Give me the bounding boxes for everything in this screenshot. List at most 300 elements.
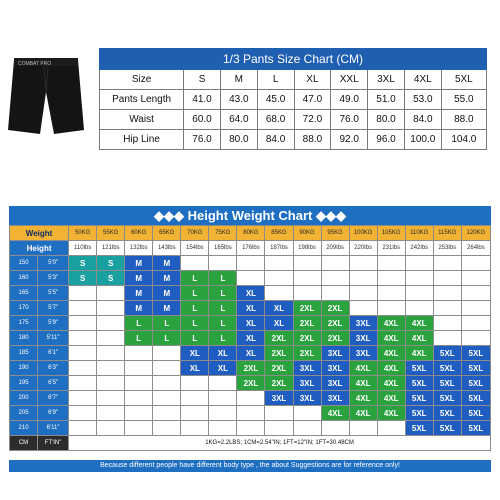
weight-kg-header: 90KG [293, 226, 321, 241]
size-cell [97, 376, 125, 391]
size-cell [377, 286, 405, 301]
size-cell: L [153, 316, 181, 331]
size-cell [461, 316, 490, 331]
table-cell: 45.0 [257, 90, 294, 110]
height-weight-grid [9, 225, 491, 451]
height-weight-chart-title: ◆◆◆ Height Weight Chart ◆◆◆ [9, 206, 491, 225]
height-ft: 6'9" [38, 406, 69, 421]
size-cell: 4XL [321, 406, 349, 421]
size-cell: 3XL [321, 391, 349, 406]
size-cell: XL [237, 316, 265, 331]
weight-lbs-header: 132lbs [125, 241, 153, 256]
size-cell [293, 286, 321, 301]
size-cell [293, 256, 321, 271]
size-cell: L [209, 331, 237, 346]
table-cell: 96.0 [368, 130, 405, 150]
size-cell: XL [237, 301, 265, 316]
height-weight-chart [9, 206, 491, 473]
weight-lbs-header: 154lbs [181, 241, 209, 256]
size-cell [377, 421, 405, 436]
height-cm: 170 [10, 301, 38, 316]
weight-lbs-header: 231lbs [377, 241, 405, 256]
size-header: 3XL [368, 70, 405, 90]
row-label: Waist [100, 110, 184, 130]
size-cell [97, 421, 125, 436]
size-cell: 3XL [293, 361, 321, 376]
height-row [10, 376, 491, 391]
size-cell [125, 346, 153, 361]
pants-length-row [100, 90, 487, 110]
size-cell: 2XL [237, 376, 265, 391]
size-cell: 4XL [349, 391, 377, 406]
height-row [10, 271, 491, 286]
size-cell [265, 286, 293, 301]
size-header: S [184, 70, 221, 90]
size-cell: 4XL [377, 406, 405, 421]
size-cell: S [97, 271, 125, 286]
size-cell [97, 301, 125, 316]
size-cell: M [125, 286, 153, 301]
size-cell: XL [237, 286, 265, 301]
size-cell [181, 391, 209, 406]
conversion-row [10, 436, 491, 451]
size-cell [433, 331, 461, 346]
size-cell: 2XL [265, 346, 293, 361]
size-cell [461, 256, 490, 271]
table-cell: 55.0 [441, 90, 486, 110]
size-cell [321, 271, 349, 286]
size-cell: 5XL [433, 421, 461, 436]
size-cell [209, 391, 237, 406]
size-cell: 3XL [321, 376, 349, 391]
size-cell: L [125, 331, 153, 346]
size-cell [181, 256, 209, 271]
weight-lbs-header: 209lbs [321, 241, 349, 256]
size-cell [433, 301, 461, 316]
table-cell: 80.0 [368, 110, 405, 130]
weight-lbs-header: 187lbs [265, 241, 293, 256]
size-cell [69, 421, 97, 436]
height-ft: 5'0" [38, 256, 69, 271]
table-cell: 100.0 [404, 130, 441, 150]
size-cell [97, 346, 125, 361]
size-cell: 5XL [461, 421, 490, 436]
size-cell: L [181, 331, 209, 346]
table-cell: 88.0 [294, 130, 331, 150]
size-cell [405, 256, 433, 271]
size-cell [209, 406, 237, 421]
size-cell [97, 331, 125, 346]
weight-kg-header: 60KG [125, 226, 153, 241]
size-cell [69, 331, 97, 346]
size-cell [153, 421, 181, 436]
hip-line-row [100, 130, 487, 150]
height-cm: 190 [10, 361, 38, 376]
weight-kg-header: 120KG [461, 226, 490, 241]
table-cell: 53.0 [404, 90, 441, 110]
size-cell: 4XL [349, 376, 377, 391]
size-cell: 4XL [405, 331, 433, 346]
size-cell: 2XL [265, 331, 293, 346]
size-cell: 4XL [405, 346, 433, 361]
size-cell: 3XL [349, 331, 377, 346]
footer-ft-label: FT'IN" [38, 436, 69, 451]
size-cell [349, 286, 377, 301]
size-cell: 2XL [293, 331, 321, 346]
weight-kg-header: 55KG [97, 226, 125, 241]
size-cell [265, 271, 293, 286]
size-cell [69, 346, 97, 361]
size-header: 5XL [441, 70, 486, 90]
size-cell: XL [181, 346, 209, 361]
size-cell: 5XL [461, 346, 490, 361]
height-ft: 5'9" [38, 316, 69, 331]
weight-kg-header: 100KG [349, 226, 377, 241]
size-cell [237, 391, 265, 406]
weight-kg-header: 110KG [405, 226, 433, 241]
size-cell [153, 391, 181, 406]
size-cell [433, 256, 461, 271]
table-cell: 84.0 [404, 110, 441, 130]
size-cell [461, 271, 490, 286]
size-header: 4XL [404, 70, 441, 90]
size-cell [433, 271, 461, 286]
size-cell [405, 301, 433, 316]
height-ft: 5'5" [38, 286, 69, 301]
height-cm: 180 [10, 331, 38, 346]
size-cell: 2XL [293, 346, 321, 361]
size-cell: L [153, 331, 181, 346]
table-cell: 47.0 [294, 90, 331, 110]
size-cell [293, 406, 321, 421]
height-ft: 5'3" [38, 271, 69, 286]
size-cell: S [69, 256, 97, 271]
size-cell: 2XL [237, 361, 265, 376]
size-cell: 5XL [405, 421, 433, 436]
size-cell: 4XL [377, 376, 405, 391]
size-cell: 5XL [461, 406, 490, 421]
height-cm: 195 [10, 376, 38, 391]
size-cell [181, 376, 209, 391]
size-cell [69, 391, 97, 406]
table-cell: 88.0 [441, 110, 486, 130]
weight-kg-header: 85KG [265, 226, 293, 241]
weight-lbs-header: 110lbs [69, 241, 97, 256]
size-cell [181, 421, 209, 436]
size-cell: 2XL [265, 376, 293, 391]
height-ft: 6'3" [38, 361, 69, 376]
size-cell: L [181, 271, 209, 286]
size-cell: 4XL [349, 406, 377, 421]
size-cell [293, 421, 321, 436]
weight-kg-header: 105KG [377, 226, 405, 241]
size-cell [209, 256, 237, 271]
weight-kg-row [10, 226, 491, 241]
size-cell: 5XL [433, 376, 461, 391]
weight-lbs-header: 121lbs [97, 241, 125, 256]
size-cell: XL [209, 361, 237, 376]
height-row [10, 256, 491, 271]
size-cell: 4XL [377, 391, 405, 406]
size-cell [97, 316, 125, 331]
size-cell [461, 331, 490, 346]
size-cell: S [69, 271, 97, 286]
size-cell: 4XL [377, 361, 405, 376]
size-cell: M [153, 286, 181, 301]
size-cell: XL [209, 346, 237, 361]
unit-conversion: 1KG=2.2LBS; 1CM=2.54"IN; 1FT=12"IN; 1FT=30.48CM [69, 436, 491, 451]
size-cell [237, 256, 265, 271]
weight-lbs-header: 242lbs [405, 241, 433, 256]
size-cell: M [125, 256, 153, 271]
size-cell: L [209, 271, 237, 286]
row-label: Hip Line [100, 130, 184, 150]
size-cell [97, 361, 125, 376]
size-cell: 3XL [321, 346, 349, 361]
size-cell [237, 406, 265, 421]
size-cell [321, 256, 349, 271]
height-cm: 205 [10, 406, 38, 421]
size-cell [377, 271, 405, 286]
weight-lbs-header: 165lbs [209, 241, 237, 256]
size-cell [69, 406, 97, 421]
height-row [10, 391, 491, 406]
weight-lbs-row [10, 241, 491, 256]
table-cell: 64.0 [220, 110, 257, 130]
height-cm: 160 [10, 271, 38, 286]
table-cell: 72.0 [294, 110, 331, 130]
size-cell: L [209, 286, 237, 301]
weight-lbs-header: 198lbs [293, 241, 321, 256]
height-ft: 6'1" [38, 346, 69, 361]
height-ft: 5'7" [38, 301, 69, 316]
height-row [10, 346, 491, 361]
size-cell [433, 316, 461, 331]
size-cell [97, 406, 125, 421]
size-cell: 5XL [433, 391, 461, 406]
pants-chart-title: 1/3 Pants Size Chart (CM) [100, 49, 487, 70]
size-cell [349, 301, 377, 316]
size-cell [125, 406, 153, 421]
height-row [10, 406, 491, 421]
size-header: XXL [331, 70, 368, 90]
size-cell [405, 271, 433, 286]
size-cell: 5XL [405, 361, 433, 376]
size-cell: 5XL [405, 391, 433, 406]
height-ft: 6'7" [38, 391, 69, 406]
size-cell: M [125, 301, 153, 316]
weight-kg-header: 70KG [181, 226, 209, 241]
size-cell: 4XL [377, 346, 405, 361]
footer-cm-label: CM [10, 436, 38, 451]
size-cell [69, 286, 97, 301]
size-cell: 3XL [349, 316, 377, 331]
size-cell: 3XL [293, 391, 321, 406]
table-cell: 68.0 [257, 110, 294, 130]
size-cell: 2XL [265, 361, 293, 376]
size-cell [265, 406, 293, 421]
size-cell [153, 376, 181, 391]
size-cell [97, 286, 125, 301]
size-cell: 5XL [405, 376, 433, 391]
size-cell: 5XL [433, 346, 461, 361]
waist-row [100, 110, 487, 130]
size-cell [349, 256, 377, 271]
size-cell: M [125, 271, 153, 286]
size-cell [265, 256, 293, 271]
size-cell: 5XL [433, 406, 461, 421]
height-cm: 150 [10, 256, 38, 271]
size-cell: 5XL [461, 376, 490, 391]
table-cell: 80.0 [220, 130, 257, 150]
size-cell: 2XL [321, 331, 349, 346]
size-header: XL [294, 70, 331, 90]
size-cell [433, 286, 461, 301]
size-cell: XL [265, 316, 293, 331]
pants-size-table [99, 48, 487, 150]
height-cm: 200 [10, 391, 38, 406]
size-cell: L [181, 301, 209, 316]
size-cell: 4XL [405, 316, 433, 331]
size-cell: L [181, 316, 209, 331]
weight-lbs-header: 220lbs [349, 241, 377, 256]
size-cell [461, 286, 490, 301]
size-cell [69, 301, 97, 316]
size-header: L [257, 70, 294, 90]
size-cell: XL [237, 331, 265, 346]
pants-size-row [100, 70, 487, 90]
height-ft: 5'11" [38, 331, 69, 346]
size-cell: XL [237, 346, 265, 361]
height-label: Height [10, 241, 69, 256]
size-cell [125, 421, 153, 436]
size-cell: 3XL [349, 346, 377, 361]
size-cell [377, 256, 405, 271]
size-cell: 5XL [405, 406, 433, 421]
table-cell: 92.0 [331, 130, 368, 150]
height-row [10, 301, 491, 316]
size-label: Size [100, 70, 184, 90]
table-cell: 76.0 [331, 110, 368, 130]
size-cell: L [181, 286, 209, 301]
size-cell [181, 406, 209, 421]
size-cell [321, 286, 349, 301]
size-cell [209, 421, 237, 436]
size-cell: 2XL [293, 316, 321, 331]
height-row [10, 316, 491, 331]
weight-kg-header: 95KG [321, 226, 349, 241]
size-cell: M [153, 301, 181, 316]
size-cell [97, 391, 125, 406]
size-cell [125, 376, 153, 391]
size-cell: L [209, 301, 237, 316]
size-cell: L [125, 316, 153, 331]
size-cell [125, 361, 153, 376]
table-cell: 84.0 [257, 130, 294, 150]
size-cell [293, 271, 321, 286]
size-cell: XL [181, 361, 209, 376]
size-cell [153, 361, 181, 376]
height-cm: 165 [10, 286, 38, 301]
table-cell: 43.0 [220, 90, 257, 110]
size-cell [349, 421, 377, 436]
size-cell [153, 406, 181, 421]
size-cell: M [153, 271, 181, 286]
weight-kg-header: 115KG [433, 226, 461, 241]
weight-kg-header: 80KG [237, 226, 265, 241]
size-cell [237, 421, 265, 436]
size-cell [125, 391, 153, 406]
height-ft: 6'11" [38, 421, 69, 436]
table-cell: 51.0 [368, 90, 405, 110]
weight-label: Weight [10, 226, 69, 241]
shorts-product-image [4, 52, 88, 140]
size-cell [377, 301, 405, 316]
size-header: M [220, 70, 257, 90]
reference-note: Because different people have different body type , the about Suggestions are for reference only! [9, 460, 491, 472]
table-cell: 49.0 [331, 90, 368, 110]
size-cell [69, 316, 97, 331]
weight-kg-header: 50KG [69, 226, 97, 241]
height-row [10, 421, 491, 436]
size-cell [209, 376, 237, 391]
svg-text:COMBAT PRO: COMBAT PRO [18, 61, 52, 67]
size-cell [405, 286, 433, 301]
size-cell: 3XL [265, 391, 293, 406]
weight-kg-header: 65KG [153, 226, 181, 241]
size-cell [237, 271, 265, 286]
size-cell: 5XL [433, 361, 461, 376]
table-cell: 104.0 [441, 130, 486, 150]
size-cell: 4XL [377, 331, 405, 346]
size-cell: M [153, 256, 181, 271]
table-cell: 41.0 [184, 90, 221, 110]
size-cell: 4XL [377, 316, 405, 331]
weight-lbs-header: 143lbs [153, 241, 181, 256]
size-cell [321, 421, 349, 436]
weight-lbs-header: 176lbs [237, 241, 265, 256]
height-cm: 210 [10, 421, 38, 436]
height-cm: 175 [10, 316, 38, 331]
size-cell [461, 301, 490, 316]
size-cell: XL [265, 301, 293, 316]
size-cell: 2XL [321, 316, 349, 331]
row-label: Pants Length [100, 90, 184, 110]
height-cm: 185 [10, 346, 38, 361]
height-ft: 6'5" [38, 376, 69, 391]
table-cell: 60.0 [184, 110, 221, 130]
size-cell [153, 346, 181, 361]
size-cell: 3XL [293, 376, 321, 391]
weight-lbs-header: 253lbs [433, 241, 461, 256]
size-cell: 3XL [321, 361, 349, 376]
size-cell [69, 361, 97, 376]
size-cell: 4XL [349, 361, 377, 376]
size-cell [349, 271, 377, 286]
height-row [10, 286, 491, 301]
height-row [10, 361, 491, 376]
size-cell: 2XL [321, 301, 349, 316]
size-cell [69, 376, 97, 391]
weight-lbs-header: 264lbs [461, 241, 490, 256]
size-cell: L [209, 316, 237, 331]
size-cell [265, 421, 293, 436]
size-cell: 5XL [461, 361, 490, 376]
size-cell: 5XL [461, 391, 490, 406]
height-row [10, 331, 491, 346]
size-cell: S [97, 256, 125, 271]
weight-kg-header: 75KG [209, 226, 237, 241]
